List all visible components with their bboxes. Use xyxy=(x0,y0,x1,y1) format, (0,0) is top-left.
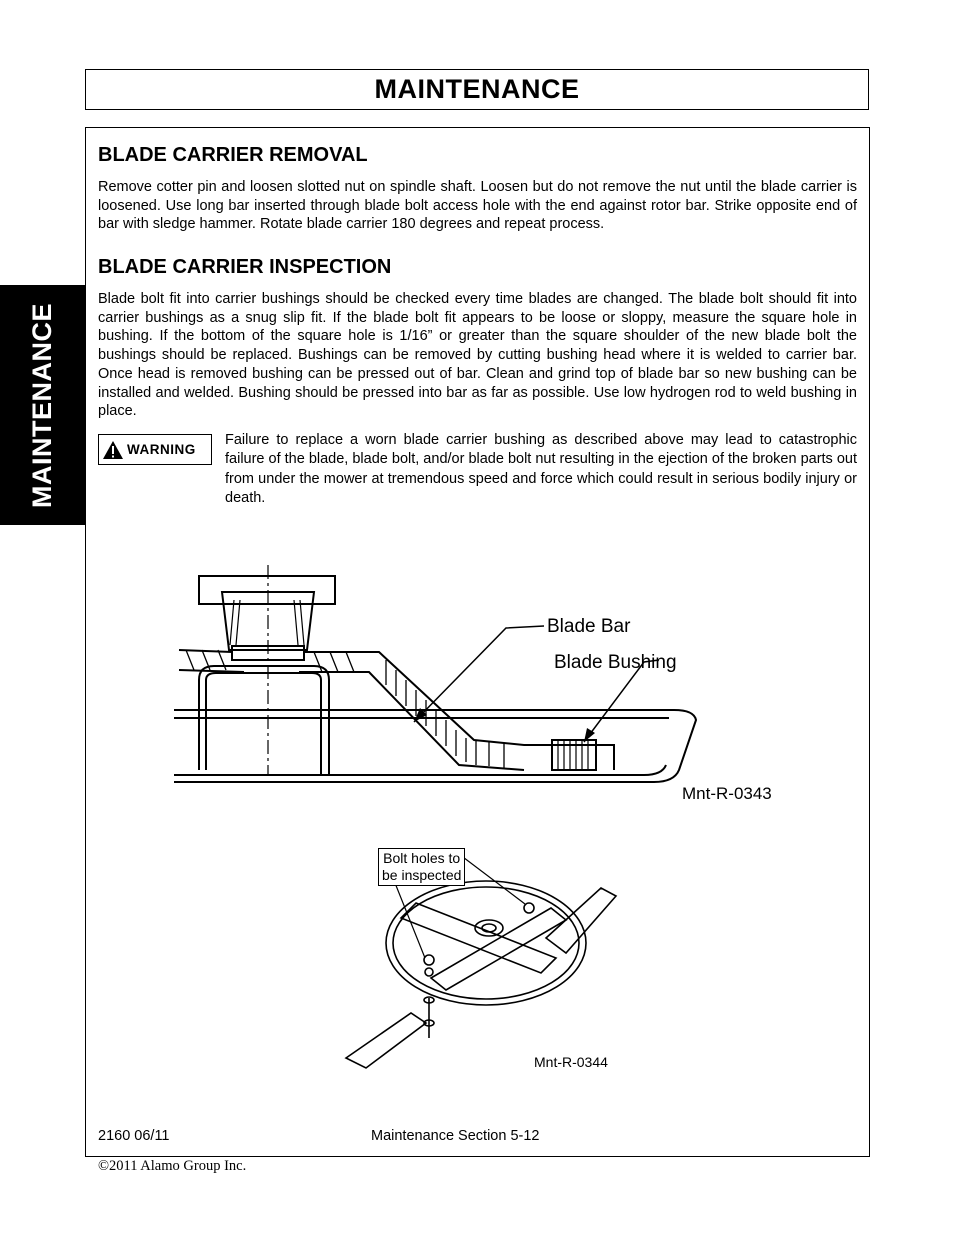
warning-badge xyxy=(98,434,212,465)
section-heading-inspection: BLADE CARRIER INSPECTION xyxy=(98,256,392,278)
label-blade-bar: Blade Bar xyxy=(547,616,631,637)
warning-triangle-icon xyxy=(102,440,124,460)
blade-bar-diagram xyxy=(174,560,774,820)
label-blade-bushing: Blade Bushing xyxy=(554,652,677,673)
section-body-removal: Remove cotter pin and loosen slotted nut on spindle shaft. Loosen but do not remove the nut until the blade carrier is loosened. Use long bar inserted through blade bolt access hole with the end against rotor bar. Strike opposite end of bar with sledge hammer. Rotate blade carrier 180 degrees and repeat process. xyxy=(98,179,857,233)
section-heading-removal: BLADE CARRIER REMOVAL xyxy=(98,144,368,166)
content-box xyxy=(85,127,870,1157)
figure-code-0344: Mnt-R-0344 xyxy=(534,1054,608,1070)
section-body-inspection: Blade bolt fit into carrier bushings should be checked every time blades are changed. The blade bolt should fit into carrier bushings as a snug slip fit. If the blade bolt fit appears to be loose or sloppy, measure the square hole in bushing. If the bottom of the square hole is 1/16” or greater than the square shoulder of the new blade bolt the bushings should be replaced. Bushings can be removed by cutting bushing head where it is welded to carrier bar. Once head is removed bushing can be pressed out of bar. Clean and grind top of blade bar so new bushing can be installed and welded. Bushing should be pressed into bar as far as possible. Use low hydrogen rod to weld bushing in place. xyxy=(98,291,857,420)
side-tab-label: MAINTENANCE xyxy=(27,302,57,508)
warning-text: Failure to replace a worn blade carrier bushing as described above may lead to catastrophic failure of the blade, blade bolt, and/or blade bolt nut resulting in the ejection of the broken parts out from under the mower at tremendous speed and force which could result in serious bodily injury or death. xyxy=(225,432,857,506)
callout-line-2: be inspected xyxy=(382,867,462,883)
copyright: ©2011 Alamo Group Inc. xyxy=(98,1158,247,1174)
figure-code-0343: Mnt-R-0343 xyxy=(682,784,772,803)
callout-line-1: Bolt holes to xyxy=(383,850,461,866)
side-tab xyxy=(0,285,85,525)
footer-section: Maintenance Section 5-12 xyxy=(371,1128,540,1144)
footer-model-date: 2160 06/11 xyxy=(98,1128,170,1144)
header-box xyxy=(85,69,869,110)
warning-badge-label: WARNING xyxy=(127,442,196,457)
callout-bolt-holes xyxy=(378,848,465,886)
page-title: MAINTENANCE xyxy=(374,74,580,104)
